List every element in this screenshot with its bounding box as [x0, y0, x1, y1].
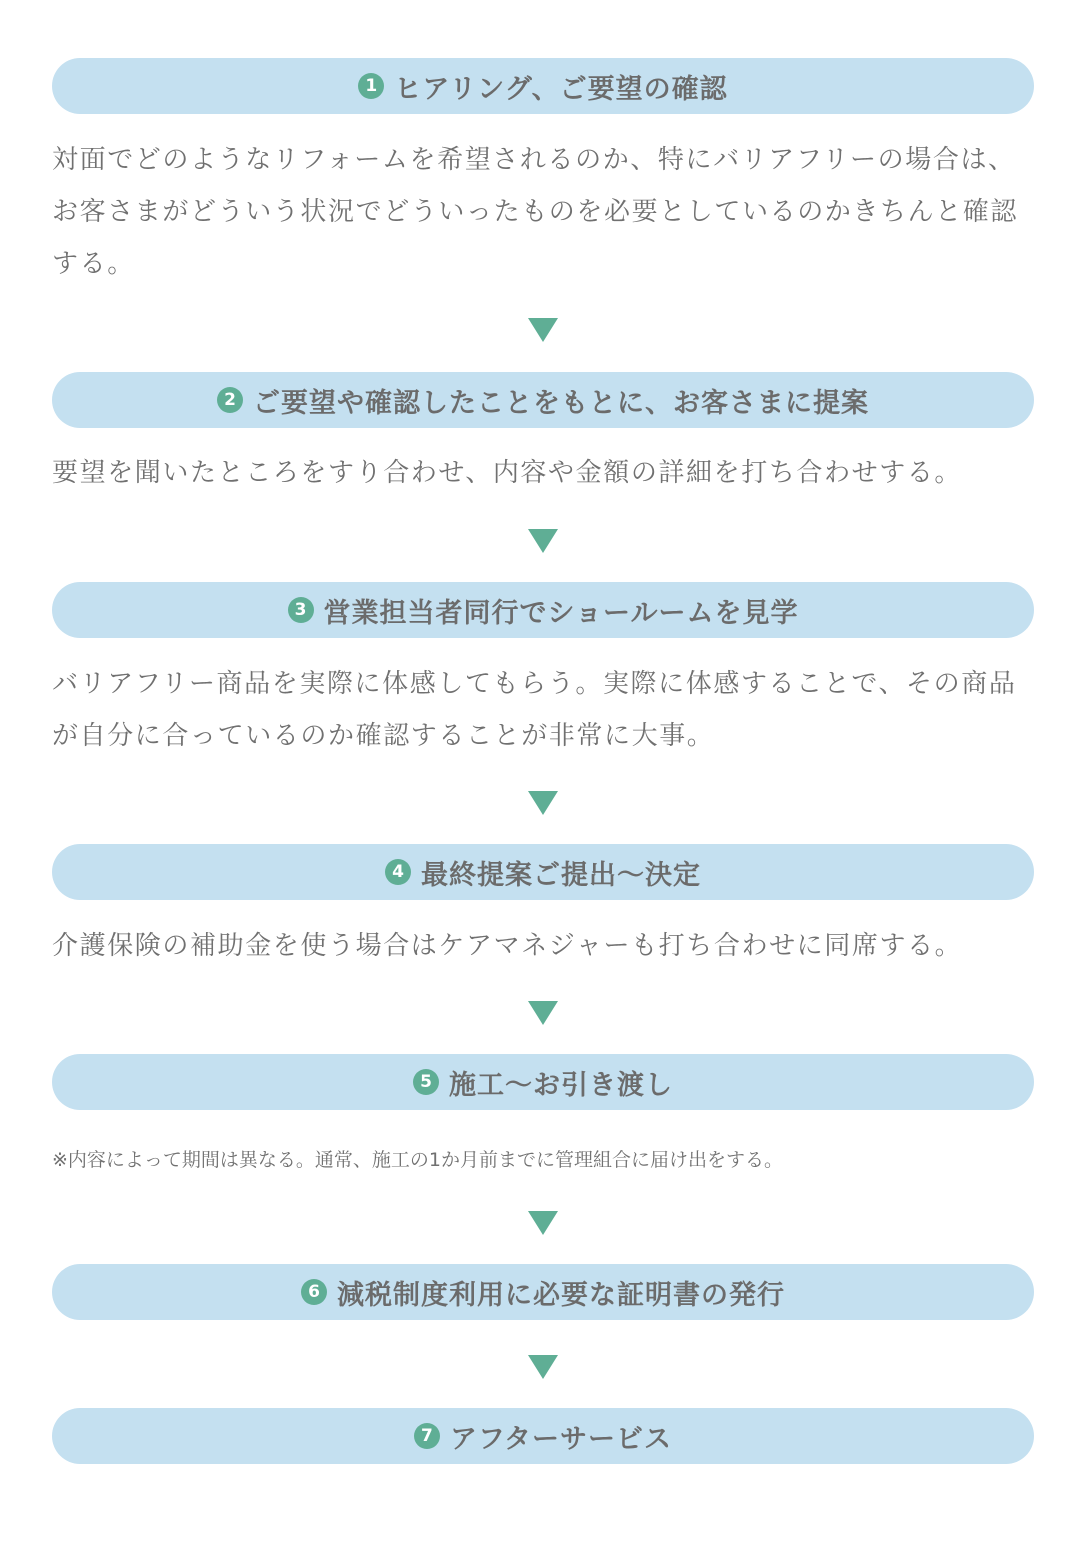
down-arrow-icon — [528, 1001, 558, 1025]
down-arrow-icon — [528, 1211, 558, 1235]
step-title: ヒアリング、ご要望の確認 — [394, 73, 728, 105]
step-number-badge: 6 — [301, 1279, 327, 1305]
step-6-header — [52, 1264, 1034, 1320]
step-title: 最終提案ご提出～決定 — [421, 859, 701, 891]
step-title: ご要望や確認したことをもとに、お客さまに提案 — [253, 387, 869, 419]
step-number-badge: 4 — [385, 859, 411, 885]
step-title: 減税制度利用に必要な証明書の発行 — [337, 1279, 785, 1311]
step-number-badge: 1 — [358, 73, 384, 99]
down-arrow-icon — [528, 1355, 558, 1379]
step-number-badge: 5 — [413, 1069, 439, 1095]
step-number-badge: 2 — [217, 387, 243, 413]
step-5-note: ※内容によって期間は異なる。通常、施工の1か月前までに管理組合に届け出をする。 — [52, 1149, 784, 1171]
step-1-description: 対面でどのようなリフォームを希望されるのか、特にバリアフリーの場合は、お客さまがどういう状況でどういったものを必要としているのかきちんと確認する。 — [52, 145, 1019, 279]
step-title: 営業担当者同行でショールームを見学 — [323, 597, 799, 629]
step-number-badge: 3 — [288, 597, 314, 623]
step-5-header — [52, 1054, 1034, 1110]
step-2-description: 要望を聞いたところをすり合わせ、内容や金額の詳細を打ち合わせする。 — [52, 458, 963, 488]
step-3-header — [52, 582, 1034, 638]
down-arrow-icon — [528, 318, 558, 342]
step-title: アフターサービス — [449, 1423, 673, 1455]
step-4-header — [52, 844, 1034, 900]
step-3-description: バリアフリー商品を実際に体感してもらう。実際に体感することで、その商品が自分に合っているのか確認することが非常に大事。 — [52, 669, 1017, 751]
step-1-header — [52, 58, 1034, 114]
step-number-badge: 7 — [414, 1423, 440, 1449]
step-7-header — [52, 1408, 1034, 1464]
step-2-header — [52, 372, 1034, 428]
down-arrow-icon — [528, 791, 558, 815]
step-title: 施工～お引き渡し — [449, 1069, 673, 1101]
down-arrow-icon — [528, 529, 558, 553]
step-4-description: 介護保険の補助金を使う場合はケアマネジャーも打ち合わせに同席する。 — [52, 931, 963, 961]
